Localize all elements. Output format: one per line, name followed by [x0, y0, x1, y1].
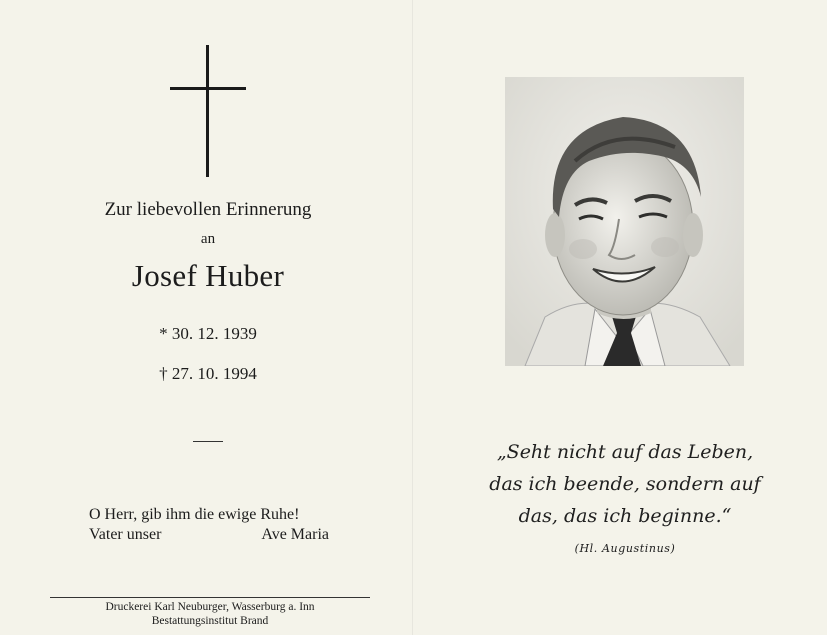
- separator-line: [193, 441, 223, 442]
- deceased-name: Josef Huber: [131, 258, 285, 293]
- portrait-photo: [505, 77, 744, 366]
- card-fold-line: [412, 0, 413, 635]
- funeral-home: Bestattungsinstitut Brand: [151, 615, 269, 627]
- cross-vertical-bar: [206, 45, 209, 177]
- memorial-heading: Zur liebevollen Erinnerung: [104, 199, 312, 220]
- portrait-illustration: [505, 77, 744, 366]
- prayer-line: O Herr, gib ihm die ewige Ruhe!: [89, 506, 300, 523]
- birth-date: * 30. 12. 1939: [159, 324, 257, 343]
- quote-attribution: (Hl. Augustinus): [574, 542, 676, 555]
- printer-divider: [50, 597, 370, 598]
- prayer-vater-unser: Vater unser: [89, 526, 162, 543]
- cross-icon: [170, 45, 246, 177]
- quote-line: das ich beende, sondern auf: [489, 473, 761, 495]
- quote-line: „Seht nicht auf das Leben,: [496, 441, 754, 463]
- quote-line: das, das ich beginne.“: [518, 505, 732, 527]
- connector-text: an: [200, 231, 216, 247]
- prayer-ave-maria: Ave Maria: [261, 526, 329, 543]
- death-date: † 27. 10. 1994: [159, 364, 257, 383]
- printer-imprint: [50, 600, 370, 628]
- prayer-block: [89, 506, 329, 544]
- printer-name: Druckerei Karl Neuburger, Wasserburg a. Inn: [105, 601, 315, 613]
- cross-horizontal-bar: [170, 87, 246, 90]
- quote-block: [470, 436, 780, 532]
- prayer-row: [89, 526, 329, 544]
